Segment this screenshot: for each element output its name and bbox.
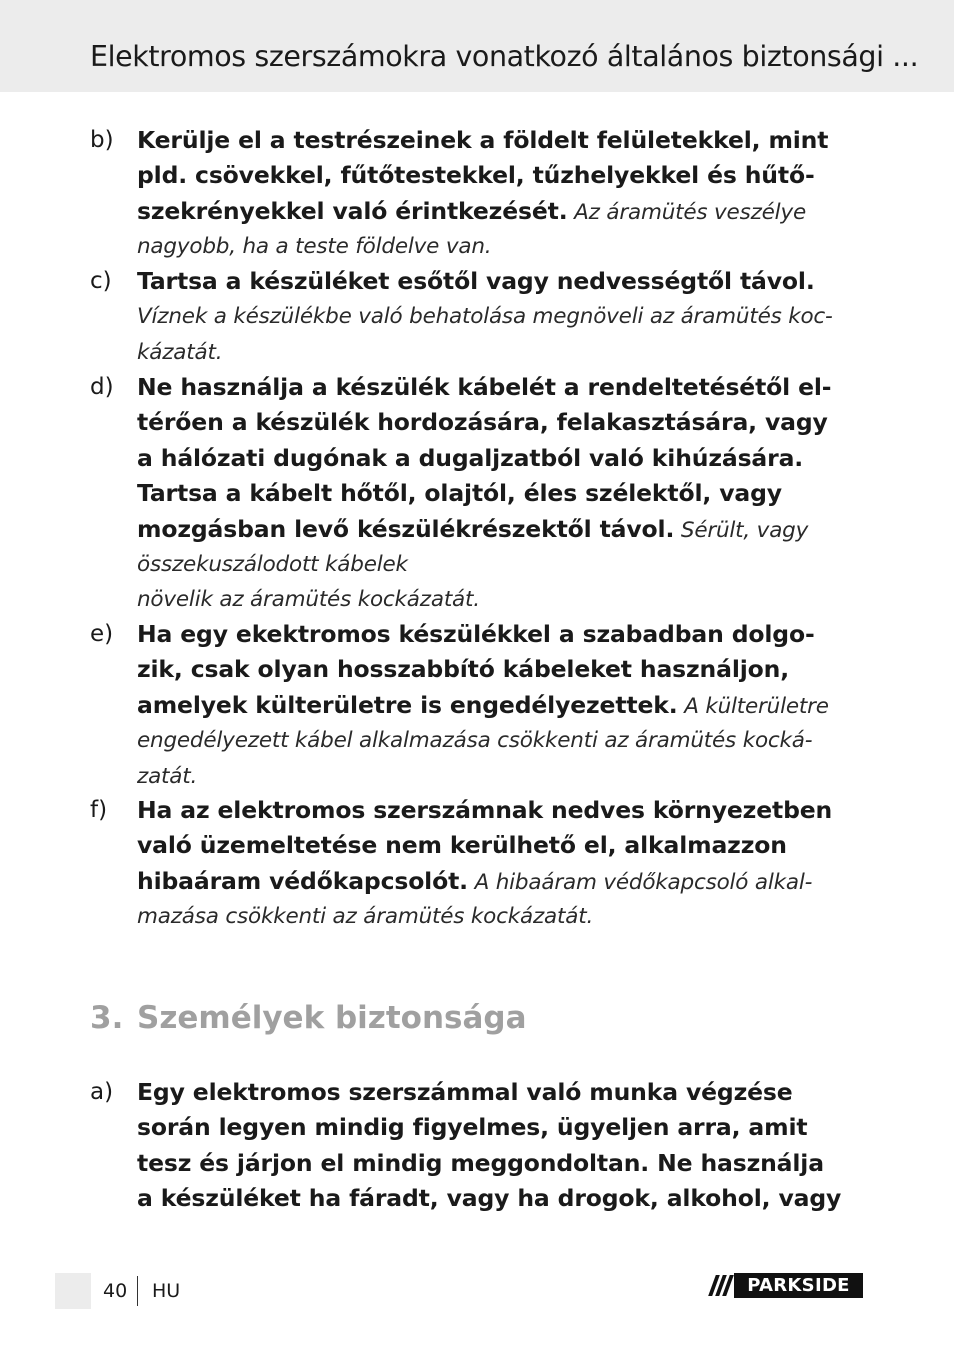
text-line (137, 617, 872, 652)
text-line (137, 759, 872, 794)
instruction-text: Kerülje el a testrészeinek a földelt felületekkel, mint (137, 126, 829, 154)
list-item-text (137, 123, 872, 265)
list-item-text (137, 617, 872, 794)
explanation-text: összekuszálodott kábelek (137, 551, 408, 577)
footer-divider (137, 1276, 138, 1306)
list-item-text (137, 370, 872, 618)
section-number: 3. (90, 1000, 124, 1036)
parkside-logo (706, 1273, 863, 1298)
list-item-letter: e) (90, 621, 114, 647)
list-item-text (137, 1075, 872, 1217)
text-line (137, 512, 872, 547)
footer-tab-marker (55, 1273, 91, 1309)
logo-slashes-icon (706, 1273, 734, 1298)
text-line (137, 299, 872, 334)
instruction-text: szekrényekkel való érintkezését. (137, 196, 568, 225)
section-title: Személyek biztonsága (137, 1000, 527, 1036)
explanation-text: A külterületre (677, 693, 829, 719)
instruction-text: során legyen mindig figyelmes, ügyeljen arra, amit (137, 1113, 808, 1142)
instruction-text: amelyek külterületre is engedélyezettek. (137, 690, 678, 719)
section-heading (90, 1000, 527, 1036)
text-line (137, 828, 872, 863)
logo-wordmark: PARKSIDE (734, 1273, 863, 1298)
instruction-text: mozgásban levő készülékrészektől távol. (137, 514, 675, 543)
explanation-text: engedélyezett kábel alkalmazása csökkenti az áramütés kocká- (137, 728, 813, 754)
list-item-letter: c) (90, 268, 112, 294)
explanation-text: Sérült, vagy (674, 517, 809, 543)
text-line (137, 899, 872, 934)
instruction-text: a hálózati dugónak a dugaljzatból való kihúzására. (137, 443, 804, 472)
page-number: 40 (103, 1280, 128, 1302)
text-line (137, 582, 872, 617)
explanation-text: zatát. (137, 763, 198, 789)
instruction-text: zik, csak olyan hosszabbító kábeleket használjon, (137, 655, 789, 684)
instruction-text: való üzemeltetése nem kerülhető el, alkalmazzon (137, 831, 787, 860)
text-line (137, 688, 872, 723)
instruction-text: Tartsa a készüléket esőtől vagy nedvességtől távol. (137, 267, 815, 295)
page-header (0, 0, 954, 92)
text-line (137, 1075, 872, 1110)
text-line (137, 229, 872, 264)
instruction-text: térően a készülék hordozására, felakasztására, vagy (137, 408, 828, 437)
list-item-letter: f) (90, 797, 108, 823)
instruction-text: Ha az elektromos szerszámnak nedves környezetben (137, 796, 833, 824)
text-line (137, 264, 872, 299)
text-line (137, 1146, 872, 1181)
explanation-text: növelik az áramütés kockázatát. (137, 587, 480, 613)
instruction-text: Tartsa a kábelt hőtől, olajtól, éles szélektől, vagy (137, 479, 782, 508)
page-title: Elektromos szerszámokra vonatkozó általános biztonsági ... (90, 40, 919, 73)
list-item-text (137, 793, 872, 935)
instruction-text: Egy elektromos szerszámmal való munka végzése (137, 1078, 793, 1106)
text-line (137, 370, 872, 405)
text-line (137, 123, 872, 158)
explanation-text: Víznek a készülékbe való behatolása megnöveli az áramütés koc- (137, 304, 833, 330)
instruction-text: pld. csövekkel, fűtőtestekkel, tűzhelyekkel és hűtő- (137, 161, 815, 190)
explanation-text: mazása csökkenti az áramütés kockázatát. (137, 904, 594, 930)
language-code: HU (152, 1280, 181, 1302)
text-line (137, 441, 872, 476)
explanation-text: nagyobb, ha a teste földelve van. (137, 234, 492, 260)
explanation-text: A hibaáram védőkapcsoló alkal- (467, 869, 813, 895)
text-line (137, 476, 872, 511)
text-line (137, 1110, 872, 1145)
text-line (137, 194, 872, 229)
text-line (137, 864, 872, 899)
list-item-letter: d) (90, 374, 114, 400)
instruction-text: Ne használja a készülék kábelét a rendeltetésétől el- (137, 373, 832, 401)
list-item-letter: a) (90, 1079, 114, 1105)
explanation-text: kázatát. (137, 339, 223, 365)
text-line (137, 652, 872, 687)
instruction-text: Ha egy ekektromos készülékkel a szabadban dolgo- (137, 620, 815, 648)
list-item-text (137, 264, 872, 370)
instruction-text: tesz és járjon el mindig meggondoltan. Ne használja (137, 1148, 824, 1177)
text-line (137, 547, 872, 582)
instruction-text: hibaáram védőkapcsolót. (137, 866, 468, 895)
explanation-text: Az áramütés veszélye (567, 199, 807, 225)
text-line (137, 793, 872, 828)
text-line (137, 158, 872, 193)
list-item-letter: b) (90, 127, 114, 153)
text-line (137, 335, 872, 370)
text-line (137, 1181, 872, 1216)
text-line (137, 405, 872, 440)
text-line (137, 723, 872, 758)
instruction-text: a készüléket ha fáradt, vagy ha drogok, alkohol, vagy (137, 1184, 842, 1213)
